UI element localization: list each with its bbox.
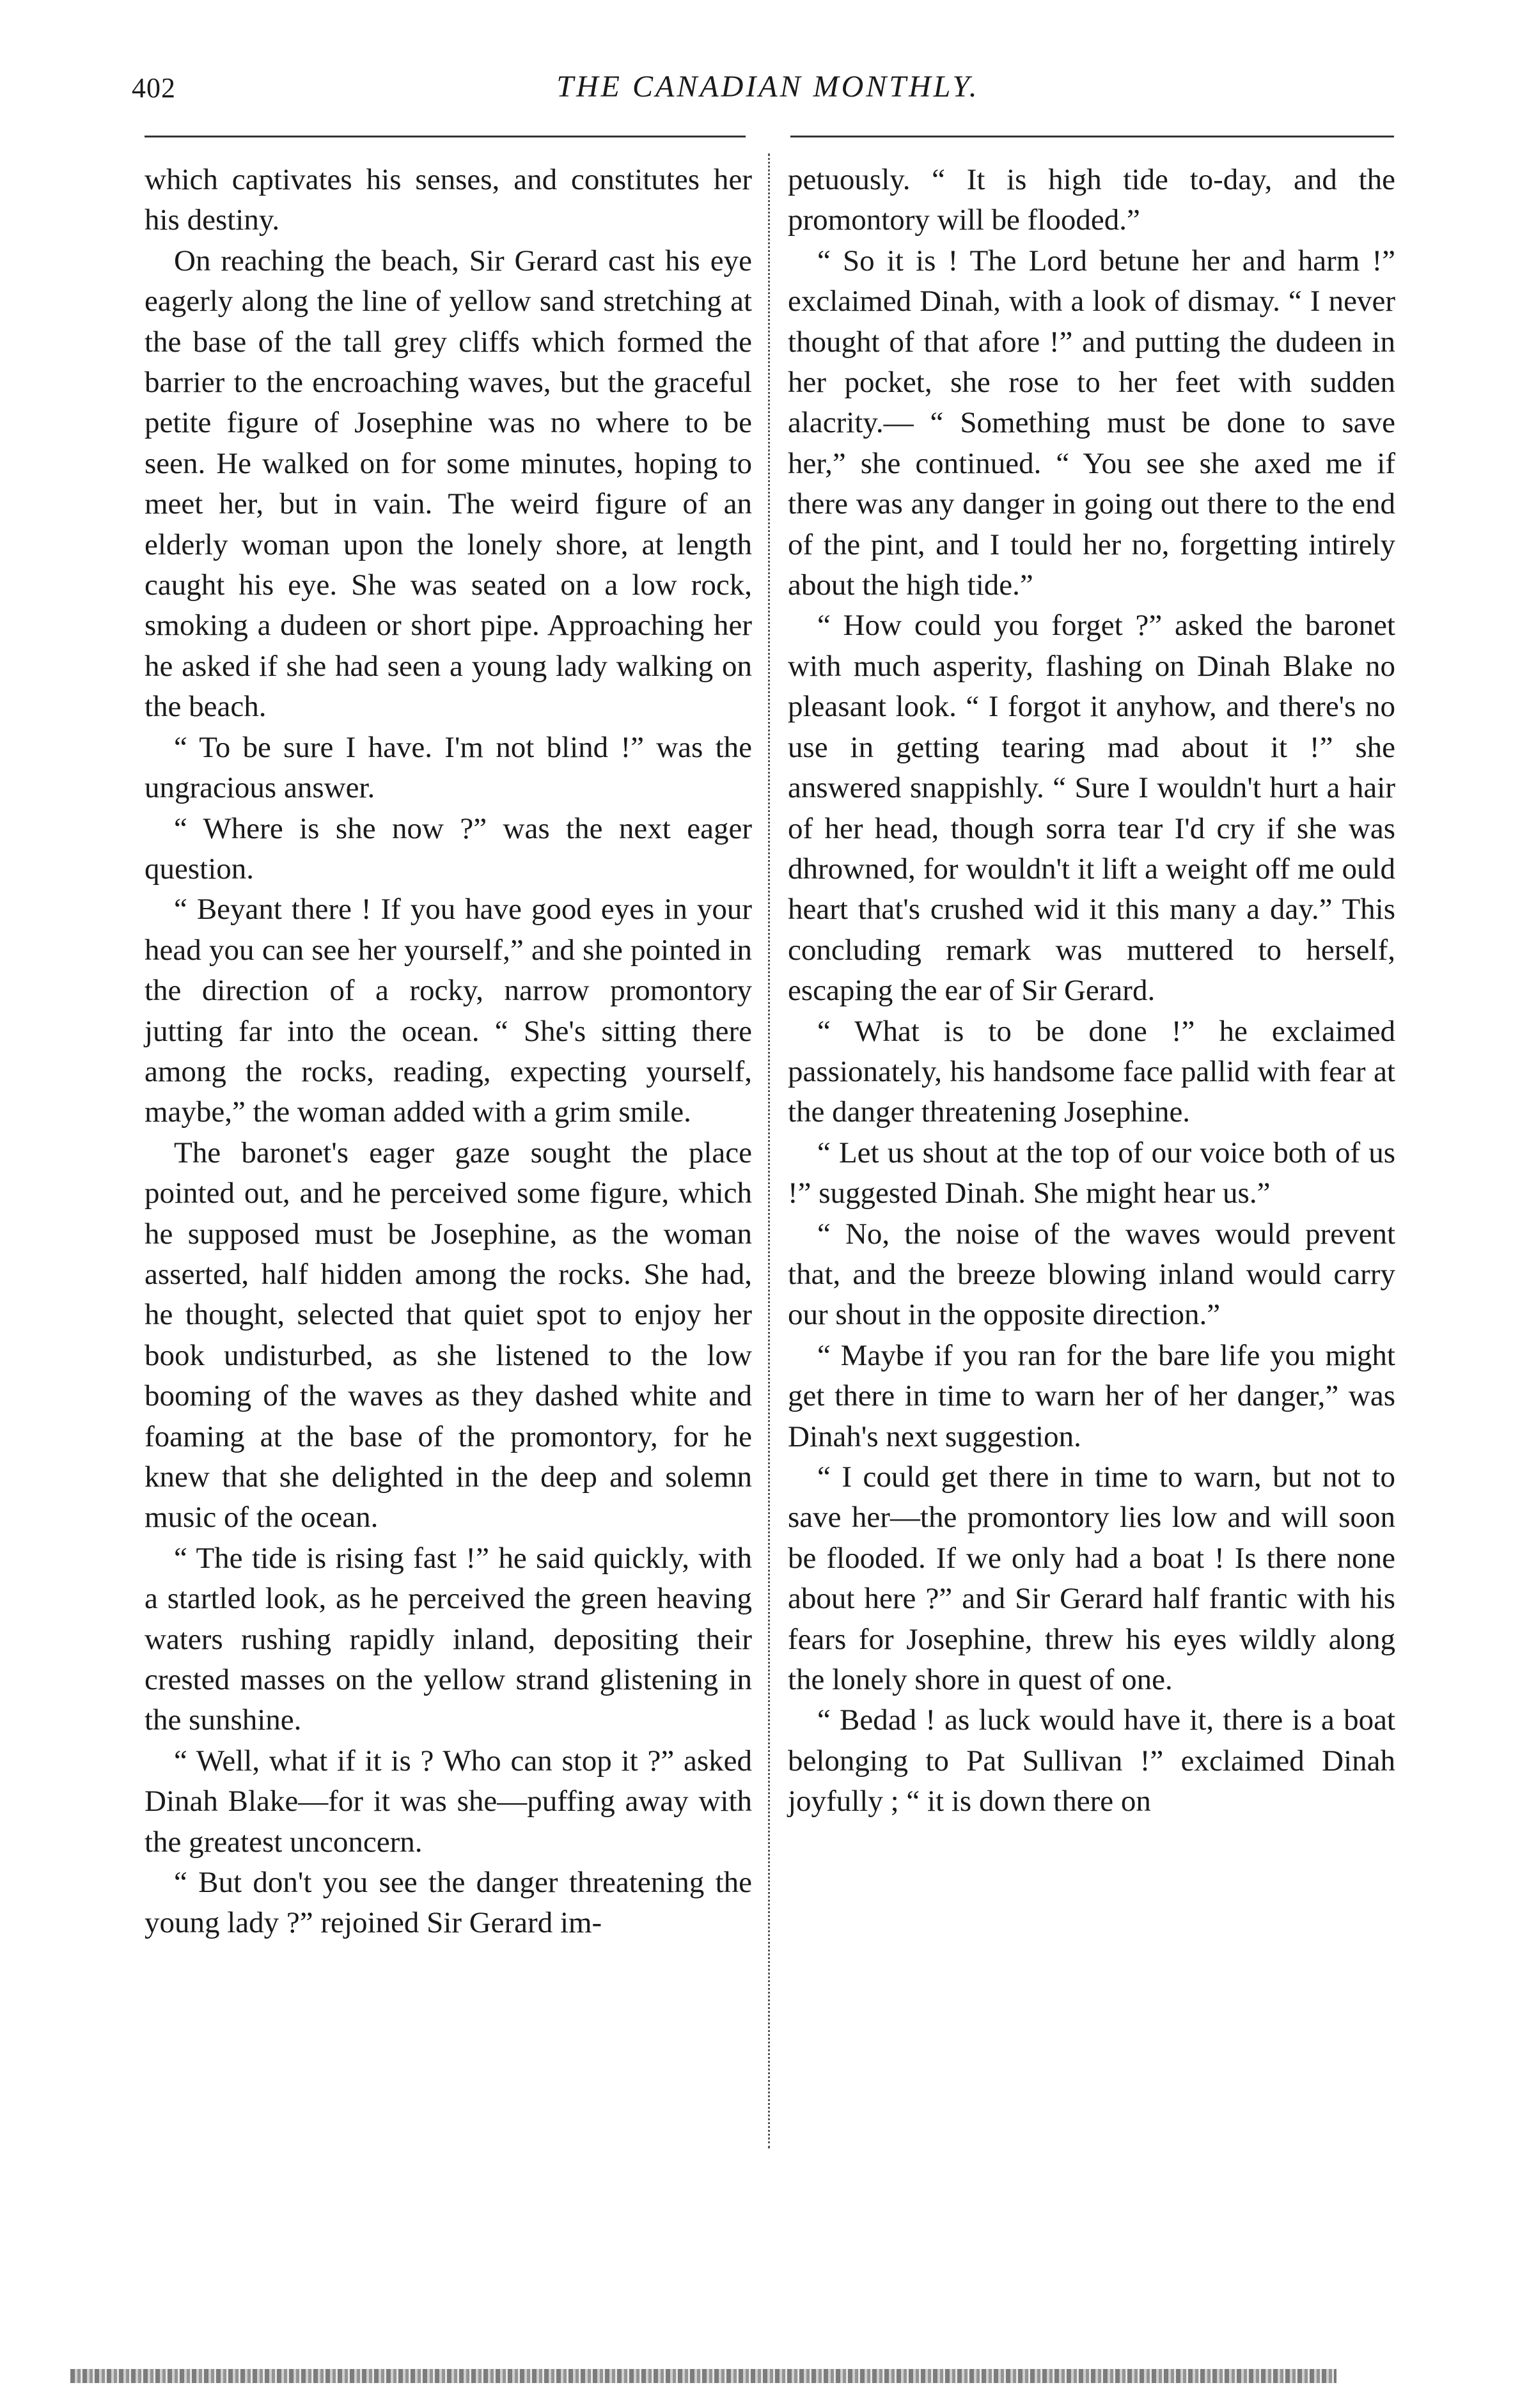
header-rule-right — [790, 136, 1394, 137]
paragraph: “ But don't you see the danger threatening the young lady ?” rejoined Sir Gerard im- — [145, 1866, 752, 1940]
paragraph: The baronet's eager gaze sought the place pointed out, and he perceived some figure, which he supposed must be Josephine, as the woman asserted, half hidden among the rocks. She had, he thought, selected that quiet spot to enjoy her book undisturbed, as she listened to the low booming of the waves as they dashed white and foaming at the base of the promontory, for he knew that she delighted in the deep and solemn music of the ocean. — [145, 1136, 752, 1535]
paragraph: “ The tide is rising fast !” he said quickly, with a startled look, as he perceived the green heaving waters rushing rapidly inland, depositing their crested masses on the yellow strand glistening in the sunshine. — [145, 1541, 752, 1737]
paragraph: “ How could you forget ?” asked the baronet with much asperity, flashing on Dinah Blake no pleasant look. “ I forgot it anyhow, and there's no use in getting tearing mad about it !” she answered snappishly. “ Sure I wouldn't hurt a hair of her head, though sorra tear I'd cry if she was dhrowned, for wouldn't it lift a weight off me ould heart that's crushed wid it this many a day.” This concluding remark was muttered to herself, escaping the ear of Sir Gerard. — [788, 609, 1395, 1008]
paragraph: “ Where is she now ?” was the next eager question. — [145, 811, 752, 886]
paragraph: “ Maybe if you ran for the bare life you might get there in time to warn her of her danger,” was Dinah's next suggestion. — [788, 1338, 1395, 1453]
paragraph: “ I could get there in time to warn, but not to save her—the promontory lies low and will soon be flooded. If we only had a boat ! Is there none about here ?” and Sir Gerard half frantic with his fears for Josephine, threw his eyes wildly along the lonely shore in quest of one. — [788, 1460, 1395, 1697]
paragraph: which captivates his senses, and constitutes her his destiny. — [145, 163, 752, 237]
page-number: 402 — [132, 72, 176, 104]
paragraph: “ So it is ! The Lord betune her and harm !” exclaimed Dinah, with a look of dismay. “ I never thought of that afore !” and putting the dudeen in her pocket, she rose to her feet with sudden alacrity.— “ Something must be done to save her,” she continued. “ You see she axed me if there was any danger in going out there to the end of the pint, and I tould her no, forgetting intirely about the high tide.” — [788, 244, 1395, 602]
running-title: THE CANADIAN MONTHLY. — [556, 70, 980, 104]
paragraph: “ To be sure I have. I'm not blind !” was the ungracious answer. — [145, 730, 752, 805]
column-divider — [768, 153, 770, 2148]
paragraph: “ What is to be done !” he exclaimed passionately, his handsome face pallid with fear at the danger threatening Josephine. — [788, 1014, 1395, 1129]
left-column — [145, 160, 752, 1944]
paragraph: On reaching the beach, Sir Gerard cast his eye eagerly along the line of yellow sand stretching at the base of the tall grey cliffs which formed the barrier to the encroaching waves, but the graceful petite figure of Josephine was no where to be seen. He walked on for some minutes, hoping to meet her, but in vain. The weird figure of an elderly woman upon the lonely shore, at length caught his eye. She was seated on a low rock, smoking a dudeen or short pipe. Approaching her he asked if she had seen a young lady walking on the beach. — [145, 244, 752, 724]
right-column — [788, 160, 1395, 1822]
paragraph: “ Bedad ! as luck would have it, there is a boat belonging to Pat Sullivan !” exclaimed Dinah joyfully ; “ it is down there on — [788, 1703, 1395, 1818]
bottom-scan-rule — [70, 2369, 1336, 2383]
paragraph: “ Beyant there ! If you have good eyes in your head you can see her yourself,” and she pointed in the direction of a rocky, narrow promontory jutting far into the ocean. “ She's sitting there among the rocks, reading, expecting yourself, maybe,” the woman added with a grim smile. — [145, 893, 752, 1129]
header-rule-left — [145, 136, 746, 137]
paragraph: “ Well, what if it is ? Who can stop it ?” asked Dinah Blake—for it was she—puffing away with the greatest unconcern. — [145, 1744, 752, 1859]
paragraph: “ Let us shout at the top of our voice both of us !” suggested Dinah. She might hear us.” — [788, 1136, 1395, 1210]
paragraph: petuously. “ It is high tide to-day, and the promontory will be flooded.” — [788, 163, 1395, 237]
paragraph: “ No, the noise of the waves would prevent that, and the breeze blowing inland would carry our shout in the opposite direction.” — [788, 1217, 1395, 1332]
